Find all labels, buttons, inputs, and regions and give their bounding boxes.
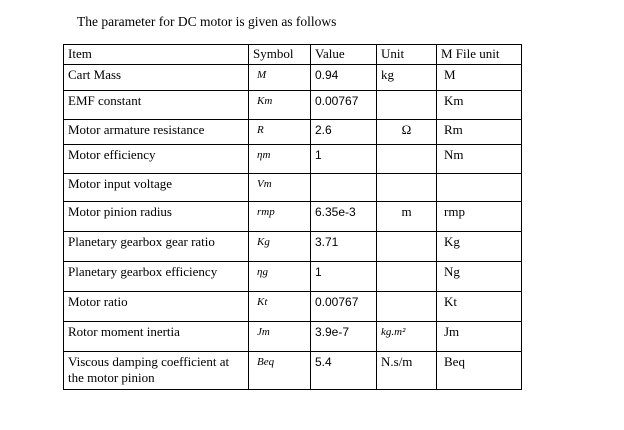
item-cell: Motor efficiency (64, 145, 249, 174)
symbol-cell: Kt (249, 292, 311, 322)
parameter-table (63, 44, 522, 390)
mfile-cell: Rm (437, 120, 522, 145)
table-caption: The parameter for DC motor is given as follows (77, 14, 337, 29)
table-row (64, 292, 522, 322)
value-cell: 3.9e-7 (311, 322, 377, 352)
item-cell: Viscous damping coefficient at the motor pinion (64, 352, 249, 390)
mfile-cell: Km (437, 91, 522, 120)
unit-cell (377, 145, 437, 174)
table-row (64, 262, 522, 292)
item-cell: Planetary gearbox efficiency (64, 262, 249, 292)
item-cell: Cart Mass (64, 65, 249, 91)
value-cell: 1 (311, 145, 377, 174)
table-row (64, 322, 522, 352)
table-row (64, 232, 522, 262)
unit-cell: Ω (377, 120, 437, 145)
table-row (64, 120, 522, 145)
unit-cell (377, 232, 437, 262)
mfile-cell: Kg (437, 232, 522, 262)
unit-cell (377, 292, 437, 322)
mfile-cell (437, 174, 522, 202)
symbol-cell: Jm (249, 322, 311, 352)
unit-cell (377, 91, 437, 120)
symbol-cell: ηm (249, 145, 311, 174)
table-row (64, 352, 522, 390)
item-cell: Motor armature resistance (64, 120, 249, 145)
value-cell: 6.35e-3 (311, 202, 377, 232)
header-value: Value (311, 45, 377, 65)
unit-cell: N.s/m (377, 352, 437, 390)
symbol-cell: ηg (249, 262, 311, 292)
table-row (64, 174, 522, 202)
value-cell: 0.00767 (311, 292, 377, 322)
unit-cell (377, 262, 437, 292)
mfile-cell: Ng (437, 262, 522, 292)
item-cell: Motor pinion radius (64, 202, 249, 232)
symbol-cell: Beq (249, 352, 311, 390)
unit-cell: kg (377, 65, 437, 91)
value-cell: 0.00767 (311, 91, 377, 120)
unit-cell: kg.m² (377, 322, 437, 352)
symbol-cell: rmp (249, 202, 311, 232)
header-item: Item (64, 45, 249, 65)
symbol-cell: Km (249, 91, 311, 120)
table-row (64, 65, 522, 91)
mfile-cell: Nm (437, 145, 522, 174)
header-row (64, 45, 522, 65)
symbol-cell: Vm (249, 174, 311, 202)
symbol-cell: Kg (249, 232, 311, 262)
mfile-cell: M (437, 65, 522, 91)
table-row (64, 202, 522, 232)
unit-cell (377, 174, 437, 202)
mfile-cell: Jm (437, 322, 522, 352)
header-unit: Unit (377, 45, 437, 65)
item-cell: Rotor moment inertia (64, 322, 249, 352)
symbol-cell: R (249, 120, 311, 145)
value-cell: 5.4 (311, 352, 377, 390)
mfile-cell: rmp (437, 202, 522, 232)
value-cell: 2.6 (311, 120, 377, 145)
header-mfile-unit: M File unit (437, 45, 522, 65)
mfile-cell: Kt (437, 292, 522, 322)
item-cell: Planetary gearbox gear ratio (64, 232, 249, 262)
table-row (64, 145, 522, 174)
symbol-cell: M (249, 65, 311, 91)
unit-cell: m (377, 202, 437, 232)
value-cell (311, 174, 377, 202)
item-cell: EMF constant (64, 91, 249, 120)
value-cell: 0.94 (311, 65, 377, 91)
table-row (64, 91, 522, 120)
value-cell: 3.71 (311, 232, 377, 262)
mfile-cell: Beq (437, 352, 522, 390)
value-cell: 1 (311, 262, 377, 292)
header-symbol: Symbol (249, 45, 311, 65)
item-cell: Motor input voltage (64, 174, 249, 202)
item-cell: Motor ratio (64, 292, 249, 322)
